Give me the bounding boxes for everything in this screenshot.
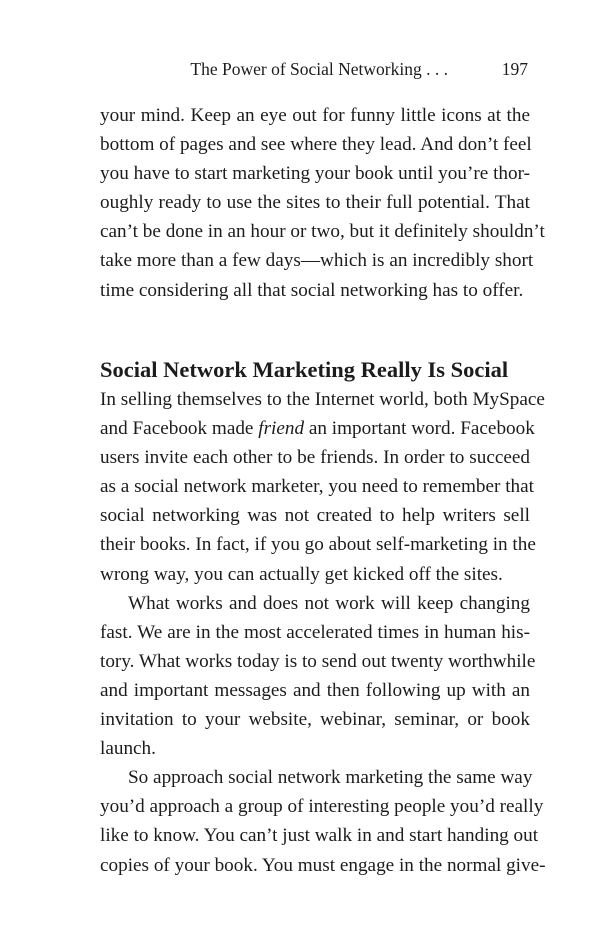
text-line: So approach social network marketing the same way — [128, 767, 533, 789]
text-line: wrong way, you can actually get kicked off the sites. — [100, 563, 503, 585]
text-line: In selling themselves to the Internet world, both MySpace — [100, 389, 545, 410]
paragraph — [100, 589, 536, 764]
paragraph — [100, 385, 545, 589]
running-title: The Power of Social Networking . . . — [190, 59, 448, 79]
text-line: you’d approach a group of interesting people you’d really — [100, 796, 544, 818]
text-line: your mind. Keep an eye out for funny little icons at the — [100, 105, 530, 126]
text-run: an important word. Facebook — [304, 418, 535, 440]
section-body — [100, 385, 546, 880]
text-line: invitation to your website, webinar, seminar, or book — [100, 709, 530, 731]
emphasized-word: friend — [258, 418, 305, 440]
text-line: you have to start marketing your book until you’re thor- — [100, 163, 530, 185]
text-line: their books. In fact, if you go about self-marketing in the — [100, 534, 536, 556]
text-line: can’t be done in an hour or two, but it definitely shouldn’t — [100, 221, 545, 243]
section-heading: Social Network Marketing Really Is Social — [100, 357, 509, 382]
text-line: take more than a few days—which is an incredibly short — [100, 250, 534, 272]
text-line: like to know. You can’t just walk in and start handing out — [100, 825, 539, 847]
text-line: tory. What works today is to send out twenty worthwhile — [100, 650, 536, 672]
text-line: bottom of pages and see where they lead. And don’t feel — [100, 134, 532, 156]
text-line: and important messages and then following up with an — [100, 679, 530, 701]
text-line: as a social network marketer, you need to remember that — [100, 476, 534, 498]
text-line: launch. — [100, 738, 156, 760]
text-line: fast. We are in the most accelerated times in human his- — [100, 621, 530, 643]
text-line: social networking was not created to help writers sell — [100, 505, 530, 527]
paragraph-continued — [100, 101, 545, 305]
text-run: and Facebook made — [100, 418, 259, 440]
text-line — [100, 414, 535, 443]
running-header — [100, 56, 530, 82]
paragraph — [100, 763, 546, 879]
text-line: copies of your book. You must engage in the normal give- — [100, 854, 546, 876]
page-number: 197 — [501, 59, 528, 79]
text-line: What works and does not work will keep changing — [128, 592, 530, 614]
text-line: time considering all that social networking has to offer. — [100, 279, 524, 301]
text-line: users invite each other to be friends. In order to succeed — [100, 447, 530, 469]
text-line: oughly ready to use the sites to their full potential. That — [100, 192, 530, 214]
